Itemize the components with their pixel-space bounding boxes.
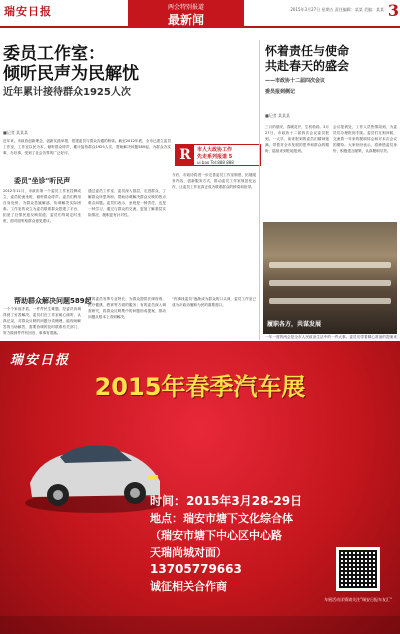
lead-col-6: "有事找委员"逐渐成为群众的口头禅，委员工作室已成为市政协履职为民的重要窗口。 [172,297,256,307]
lead-title-line1: 委员工作室： [3,44,105,64]
right-col-2: 会议报到处，工作人员热情周到，为委员们办理报到手续。委员们互相问候，交流着一年来的履职体会和对本次会议的期待。大家纷纷表示，将珍惜委员身份，积极建言献策，认真履职尽责。 [333,125,397,153]
right-title-line1: 怀着责任与使命 [265,44,350,58]
right-title-line2: 共赴春天的盛会 [265,59,350,73]
section-band [128,0,244,28]
right-col-3: 一年一度的两会是全市人民政治生活中的一件大事。委员们带着精心准备的提案来 [265,335,397,339]
masthead [0,0,400,28]
event-place-2: （瑞安市塘下中心区中心路 [150,529,282,542]
photo-caption: 履职各方，共谋发展 [267,321,322,328]
section-title: 最新闻 [167,13,204,27]
ad-title: 2015年春季汽车展 [94,373,306,401]
subhead-1: 委员"坐诊"听民声 [14,177,71,185]
photo-table-row [269,280,391,286]
lead-article-headline [3,44,253,100]
meeting-photo [263,222,397,334]
lead-col-2: 通过委员工作室，委员深入基层，走进群众，了解群众所思所盼，帮助协调解决群众反映的热点难点问题。委员们表示，坐班是一种责任，也是一种学习，通过与群众的交流，更加了解基层实际情况，履职更有针对性。 [88,189,166,217]
right-article-headline [265,44,397,96]
photo-table-row [269,262,391,268]
event-time: 时间：2015年3月28-29日 [150,494,303,508]
page-number: 3 [387,1,399,20]
lead-byline: ■记者 某某某 [3,130,29,135]
lead-col-3: 今后，市政协将进一步完善委员工作室制度，拓展服务内容，创新服务方式，推动委员工作室规范化运作，让委员工作室真正成为联系群众的桥梁和纽带。 [172,173,256,189]
series-line2: 先走系列报道 [197,154,228,160]
issue-info: 2015年3月27日 星期五 责任编辑：某某 美编：某某 [290,7,384,12]
event-place-3: 天瑞尚城对面） [150,546,227,559]
ad-footer-band [0,616,400,634]
lead-col-4: 一个个家庭矛盾，一件件民生难题，经委员协调得到了妥善解决。委员们在工作室耐心倾听，认真记录，对群众反映的问题分类梳理，能现场解答的当场解答，需要协调的及时联系有关部门，努力做到件件有回音、事事有着落。 [3,307,81,335]
qr-code[interactable] [336,547,380,591]
right-deck-line1: ——市政协十二届四次会议 [265,78,326,84]
series-pinyin: ui bao Tel:888 888 [197,160,234,165]
subhead-2: 帮助群众解决问题589起 [14,297,92,305]
series-num: 5 [228,154,233,160]
series-line1: 市人大政协工作 [197,147,233,153]
event-phone: 13705779663 [150,562,242,576]
series-title [197,147,232,161]
section-subtitle: 两会特别报道 [167,4,204,11]
car-icon [20,411,170,521]
series-label-box [175,144,261,166]
right-byline: ■记者 某某某 [265,113,291,118]
qr-pattern [339,550,377,588]
lead-subtitle: 近年累计接待群众1925人次 [3,87,131,98]
column-divider [259,40,260,340]
lead-title-line2: 倾听民声为民解忧 [3,64,139,84]
lead-col-1: 2012年11月，市政协第一个委员工作室挂牌成立，委员轮流坐班，倾听群众呼声。委员们利用自身优势，为群众答疑解惑，协调解决实际困难。工作室的设立为委员联系群众搭建了平台，拓宽了社情民意反映渠道，委员们每周定时坐班，面对面听取群众意见建议。 [3,189,81,223]
event-cta: 诚征相关合作商 [150,580,227,593]
photo-table-row [269,298,391,304]
ad-logo: 瑞安日报 [10,353,71,368]
lead-col-5: 有的委员发挥专业特长，为群众提供法律咨询、医疗健康、教育等方面的服务；有的委员深入调查研究，将群众反映集中的问题形成提案，推动问题从根本上得到解决。 [88,297,166,319]
event-place: 地点：瑞安市塘下文化综合体 [150,512,293,525]
right-deck-line2: 委员报到侧记 [265,89,296,95]
series-letter: R [176,145,194,165]
car-show-advertisement [0,341,400,634]
right-col-1: 三月的瑞安，春暖花开，生机勃勃。3月27日，市政协十二届四次会议委员报到。一大早，前来报到的委员们精神饱满，带着对全市发展的思考和群众的期盼，陆续来到驻地报到。 [265,125,329,153]
newspaper-logo: 瑞安日报 [4,5,52,18]
qr-caption: 车展活动详情请关注"瑞安日报车友汇" [324,597,392,602]
lead-intro: 近年来，市政协创新理念，创新实践举措，搭建委员与群众沟通的桥梁。截至2012年底，全市已建立委员工作室，工作室以民为本，倾听群众呼声，累计接待群众1925人次，帮助解决问题589起，为群众办实事、办好事，受到了社会各界的广泛好评。 [3,139,171,155]
